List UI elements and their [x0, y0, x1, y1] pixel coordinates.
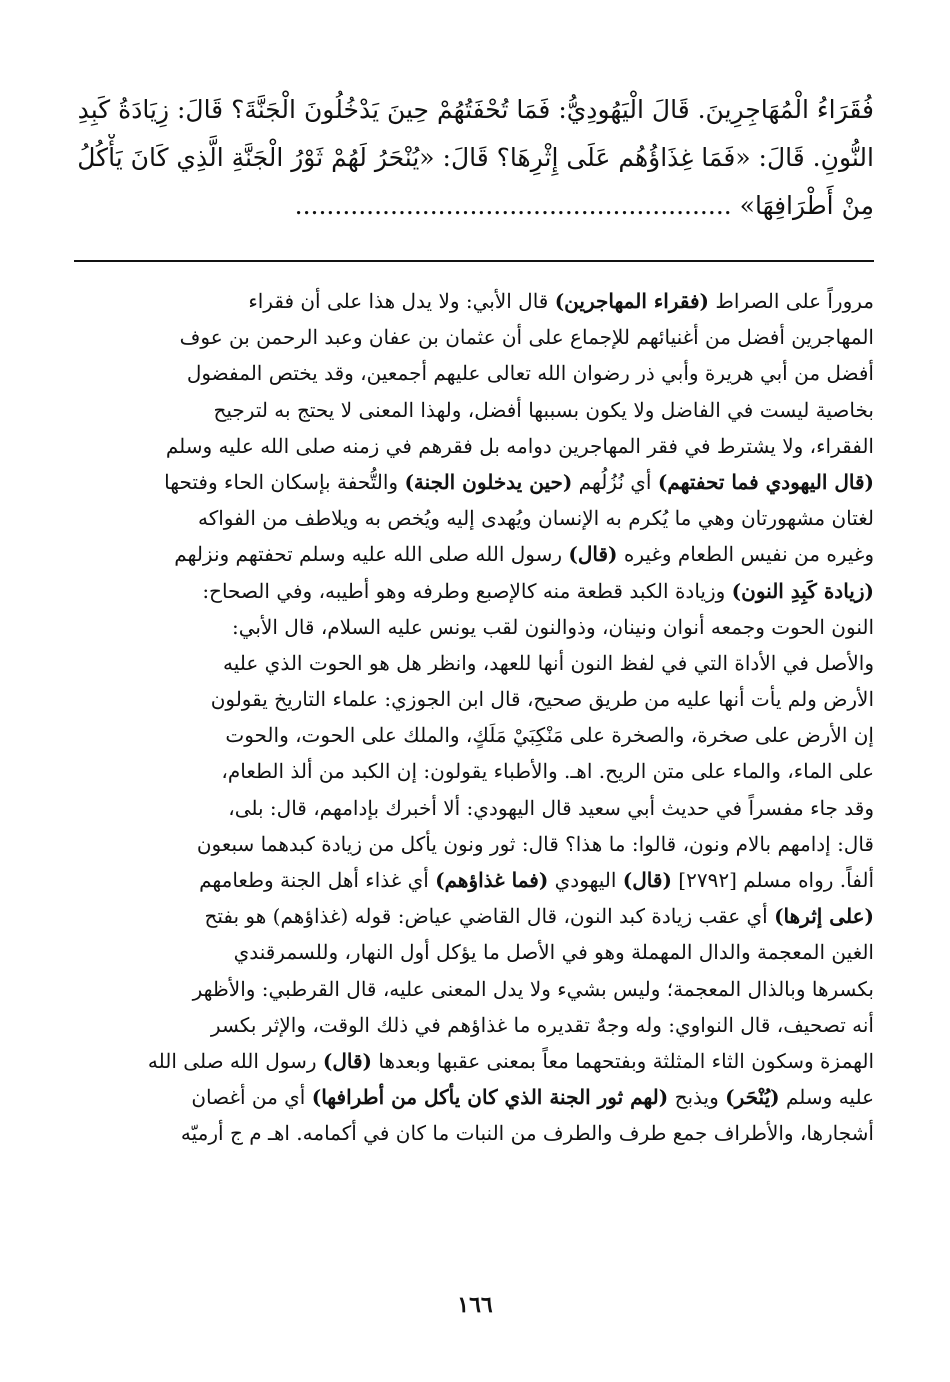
hadith-text — [74, 86, 874, 230]
commentary-line — [74, 500, 874, 536]
commentary-line — [74, 898, 874, 934]
commentary-run: إن الأرض على صخرة، والصخرة على مَنْكِبَيْ مَلَكٍ، والملك على الحوت، والحوت — [225, 723, 874, 748]
commentary-run: أي عقب زيادة كبد النون، قال القاضي عياض: قوله (غذاؤهم) هو بفتح — [204, 904, 775, 929]
commentary-run: مروراً على الصراط — [709, 289, 874, 313]
bold-lemma: (زيادة كَبِدِ النون) — [731, 578, 874, 603]
commentary-line — [74, 645, 874, 681]
commentary-run: قال: إدامهم بالام ونون، قالوا: ما هذا؟ قال: ثور ونون يأكل من زيادة كبدهما سبعون — [196, 831, 874, 856]
commentary-run: والتُّحفة بإسكان الحاء وفتحها — [164, 469, 405, 494]
commentary-run: الهمزة وسكون الثاء المثلثة وبفتحهما معاً بمعنى عقبها وبعدها — [372, 1048, 874, 1073]
commentary-line — [74, 717, 874, 753]
bold-lemma: (حين يدخلون الجنة) — [404, 469, 573, 494]
commentary-run: وغيره من نفيس الطعام وغيره — [617, 542, 874, 567]
commentary-run: الغين المعجمة والدال المهملة وهو في الأصل ما يؤكل أول النهار، وللسمرقندي — [233, 940, 874, 965]
commentary-run: على الماء، والماء على متن الريح. اهـ. والأطباء يقولون: إن الكبد من ألذ الطعام، — [221, 759, 874, 784]
commentary-run: رسول الله صلى الله عليه وسلم تحفتهم ونزلهم — [174, 542, 569, 567]
hadith-line: مِنْ أَطْرَافِهَا» ....................................................... — [294, 191, 874, 220]
commentary-line — [74, 1007, 874, 1043]
commentary-line — [74, 536, 874, 572]
commentary-line — [74, 319, 874, 355]
separator-rule — [74, 260, 874, 262]
hadith-line: النُّونِ. قَالَ: «فَمَا غِذَاؤُهُم عَلَى إِثْرِهَا؟ قَالَ: «يُنْحَرُ لَهُمْ ثَوْرُ الْجَنَّةِ الَّذِي كَانَ يَأْكُلُ — [77, 143, 874, 172]
bold-lemma: (على إثرها) — [774, 904, 874, 929]
commentary-line — [74, 1043, 874, 1079]
commentary-line — [74, 283, 874, 319]
commentary-line — [74, 681, 874, 717]
commentary-run: أشجارها، والأطراف جمع طرف والطرف من النبات ما كان في أكمامه. اهـ م ج أرميّه — [180, 1121, 874, 1146]
commentary-run: بكسرها وبالذال المعجمة؛ وليس بشيء ولا يدل المعنى عليه، قال القرطبي: والأظهر — [192, 976, 874, 1001]
commentary-run: وقد جاء مفسراً في حديث أبي سعيد قال اليهودي: ألا أخبرك بإدامهم، قال: بلى، — [228, 795, 874, 820]
bold-lemma: (قال) — [322, 1048, 373, 1073]
commentary-run: قال الأبي: ولا يدل هذا على أن فقراء — [248, 289, 555, 313]
commentary-run: ألفاً. رواه مسلم [٢٧٩٢] — [671, 868, 874, 892]
commentary-run: الفقراء، ولا يشترط في فقر المهاجرين دوامه بل فقرهم في زمنه صلى الله عليه وسلم — [165, 433, 874, 458]
commentary-run: لغتان مشهورتان وهي ما يُكرم به الإنسان ويُهدى إليه ويُخص به ويلاطف من الفواكه — [197, 506, 874, 531]
commentary-line — [74, 971, 874, 1007]
commentary-run: المهاجرين أفضل من أغنيائهم للإجماع على أن عثمان بن عفان وعبد الرحمن بن عوف — [179, 325, 874, 350]
bold-lemma: (فقراء المهاجرين) — [554, 289, 709, 313]
bold-lemma: (فما غذاؤهم) — [435, 868, 549, 892]
commentary-line — [74, 1079, 874, 1115]
commentary-line — [74, 790, 874, 826]
commentary-run: وزيادة الكبد قطعة منه كالإصبع وطرفه وهو أطيبه، وفي الصحاح: — [202, 578, 732, 603]
bold-lemma: (قال اليهودي فما تحفتهم) — [657, 469, 874, 494]
commentary-run: أفضل من أبي هريرة وأبي ذر رضوان الله تعالى عليهم أجمعين، وقد يختص المفضول — [186, 361, 874, 386]
commentary-line — [74, 862, 874, 898]
commentary-run: عليه وسلم — [779, 1085, 874, 1110]
commentary-run: ويذبح — [668, 1085, 726, 1110]
commentary-line — [74, 428, 874, 464]
bold-lemma: (يُنْحَر) — [725, 1085, 780, 1110]
commentary-run: أي من أغصان — [191, 1085, 312, 1110]
bold-lemma: (لهم ثور الجنة الذي كان يأكل من أطرافها) — [311, 1085, 669, 1110]
commentary-run: اليهودي — [548, 868, 623, 892]
page-number: ١٦٦ — [457, 1292, 493, 1318]
commentary-run: أي غذاء أهل الجنة وطعامهم — [199, 868, 436, 892]
commentary-run: أنه تصحيف، قال النواوي: وله وجهٌ تقديره ما غذاؤهم في ذلك الوقت، والإثر بكسر — [210, 1012, 874, 1037]
commentary-run: النون الحوت وجمعه أنوان ونينان، وذوالنون لقب يونس عليه السلام، قال الأبي: — [232, 614, 874, 639]
commentary-line — [74, 1115, 874, 1151]
commentary-text — [74, 283, 874, 1152]
commentary-line — [74, 355, 874, 391]
commentary-line — [74, 573, 874, 609]
commentary-run: بخاصية ليست في الفاضل ولا يكون بسببها أفضل، ولهذا المعنى لا يحتج به لترجيح — [213, 397, 874, 422]
commentary-run: أي نُزُلُهم — [572, 469, 658, 494]
commentary-line — [74, 464, 874, 500]
bold-lemma: (قال) — [568, 542, 618, 567]
commentary-line — [74, 392, 874, 428]
commentary-line — [74, 826, 874, 862]
commentary-run: رسول الله صلى الله — [147, 1048, 323, 1073]
bold-lemma: (قال) — [622, 868, 672, 892]
commentary-line — [74, 934, 874, 970]
commentary-run: الأرض ولم يأت أنها عليه من طريق صحيح، قال ابن الجوزي: علماء التاريخ يقولون — [210, 687, 874, 712]
commentary-line — [74, 753, 874, 789]
commentary-line — [74, 609, 874, 645]
commentary-run: والأصل في الأداة التي في لفظ النون أنها للعهد، وانظر هل هو الحوت الذي عليه — [223, 650, 874, 675]
hadith-line: فُقَرَاءُ الْمُهَاجِرِينَ. قَالَ الْيَهُودِيُّ: فَمَا تُحْفَتُهُمْ حِينَ يَدْخُلُونَ الْجَنَّةَ؟ قَالَ: زِيَادَةُ كَبِدِ — [77, 95, 874, 124]
